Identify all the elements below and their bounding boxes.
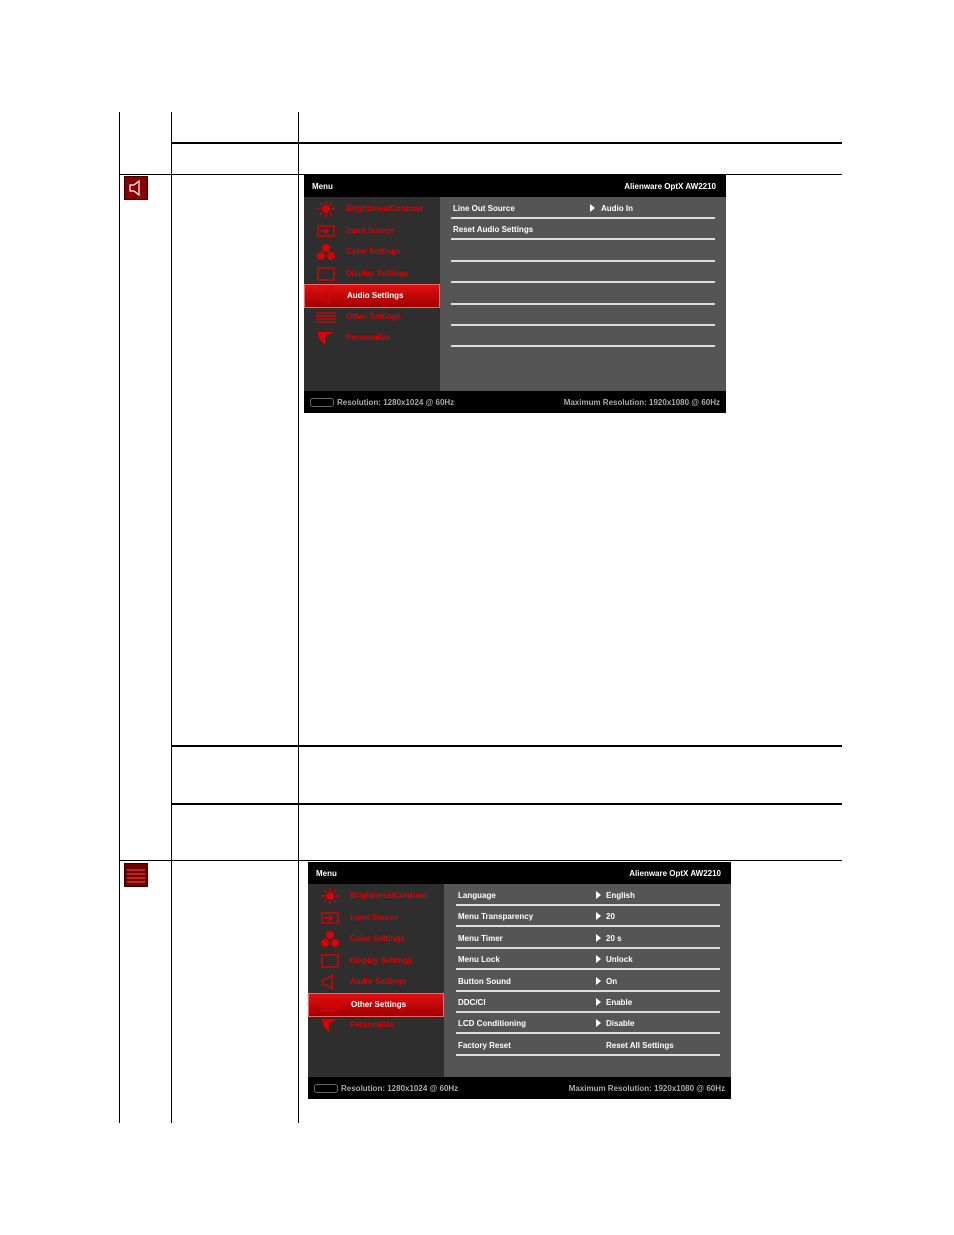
osd-max-resolution: Maximum Resolution: 1920x1080 @ 60Hz: [563, 398, 720, 407]
osd-main-menu: [304, 197, 440, 391]
osd-menu-item-display-settings[interactable]: [304, 263, 440, 285]
sun-icon: [320, 888, 340, 904]
table-row-divider: [119, 860, 842, 861]
osd-top-bar: [308, 862, 731, 884]
color-dots-icon: [320, 931, 340, 947]
osd-menu-item-other-settings[interactable]: [308, 993, 444, 1017]
osd-submenu-row[interactable]: [451, 219, 715, 240]
osd-row-value: Reset All Settings: [606, 1040, 674, 1050]
osd-menu-item-label: Audio Settings: [347, 291, 404, 300]
osd-resolution: Resolution: 1280x1024 @ 60Hz: [341, 1084, 459, 1093]
osd-submenu-row[interactable]: [456, 928, 720, 949]
osd-row-value: Disable: [606, 1019, 635, 1029]
osd-menu-item-label: Color Settings: [346, 247, 401, 256]
osd-row-label: DDC/CI: [458, 998, 486, 1007]
osd-other-settings: [308, 862, 731, 1099]
osd-row-value: 20: [606, 912, 615, 922]
osd-status-bar: [304, 391, 726, 413]
input-icon: [316, 223, 336, 239]
osd-max-resolution: Maximum Resolution: 1920x1080 @ 60Hz: [568, 1084, 725, 1093]
osd-row-value: 20 s: [606, 933, 622, 943]
osd-menu-item-brightness-contrast[interactable]: [304, 198, 440, 220]
osd-menu-item-label: Input Source: [350, 912, 399, 922]
osd-submenu: [444, 884, 731, 1077]
osd-row-label: Menu Lock: [458, 955, 500, 965]
table-column-divider-1: [171, 112, 172, 1123]
osd-model-name: Alienware OptX AW2210: [624, 182, 716, 191]
osd-model-name: Alienware OptX AW2210: [629, 869, 721, 878]
connector-icon: [314, 1084, 338, 1093]
osd-menu-item-label: Color Settings: [350, 934, 405, 943]
osd-submenu-row[interactable]: [456, 885, 720, 906]
osd-row-label: Line Out Source: [453, 204, 515, 213]
osd-menu-item-audio-settings[interactable]: [308, 971, 444, 993]
color-dots-icon: [316, 244, 336, 260]
osd-menu-item-personalize[interactable]: [304, 327, 440, 349]
osd-submenu-row[interactable]: [451, 262, 715, 283]
osd-submenu-row[interactable]: [456, 1013, 720, 1034]
osd-row-value: Unlock: [606, 955, 633, 965]
osd-menu-item-label: Other Settings: [351, 999, 407, 1009]
display-icon: [320, 953, 340, 969]
osd-top-bar: [304, 175, 726, 197]
osd-menu-item-label: Input Source: [346, 225, 395, 235]
caret-right-icon: [596, 912, 601, 920]
osd-menu-item-label: Display Settings: [346, 268, 409, 278]
osd-menu-item-audio-settings[interactable]: [304, 284, 440, 308]
osd-submenu-row[interactable]: [451, 305, 715, 326]
osd-submenu-row[interactable]: [456, 906, 720, 927]
osd-submenu-row[interactable]: [451, 198, 715, 219]
caret-right-icon: [596, 891, 601, 899]
caret-right-icon: [596, 977, 601, 985]
osd-menu-item-label: Brightness/Contrast: [346, 204, 423, 213]
osd-row-label: Button Sound: [458, 976, 511, 986]
osd-menu-item-label: Brightness/Contrast: [350, 891, 427, 900]
osd-main-menu: [308, 884, 444, 1077]
osd-menu-item-color-settings[interactable]: [304, 241, 440, 263]
display-icon: [316, 266, 336, 282]
osd-menu-item-label: Personalize: [350, 1020, 395, 1029]
speaker-icon: [125, 177, 147, 199]
osd-submenu-row[interactable]: [451, 241, 715, 262]
personalize-icon: [316, 330, 336, 346]
osd-menu-title: Menu: [316, 869, 337, 878]
osd-menu-item-label: Display Settings: [350, 955, 413, 965]
table-row-divider: [171, 803, 842, 805]
table-row-divider: [171, 142, 842, 144]
osd-row-label: LCD Conditioning: [458, 1019, 526, 1029]
osd-submenu-row[interactable]: [456, 949, 720, 970]
osd-menu-item-label: Audio Settings: [350, 977, 407, 986]
osd-submenu-row[interactable]: [456, 992, 720, 1013]
caret-right-icon: [596, 955, 601, 963]
osd-submenu-row[interactable]: [456, 971, 720, 992]
table-column-divider-2: [298, 112, 299, 1123]
osd-row-label: Factory Reset: [458, 1040, 511, 1050]
osd-submenu-row[interactable]: [451, 284, 715, 305]
osd-menu-item-other-settings[interactable]: [304, 306, 440, 328]
osd-row-label: Reset Audio Settings: [453, 225, 534, 235]
osd-menu-item-display-settings[interactable]: [308, 950, 444, 972]
osd-row-label: Menu Transparency: [458, 912, 534, 922]
caret-right-icon: [590, 204, 595, 212]
osd-menu-item-input-source[interactable]: [308, 907, 444, 929]
osd-submenu-row[interactable]: [456, 1035, 720, 1056]
osd-menu-item-label: Personalize: [346, 333, 391, 342]
osd-menu-item-input-source[interactable]: [304, 220, 440, 242]
osd-audio-settings: [304, 175, 726, 413]
caret-right-icon: [596, 998, 601, 1006]
osd-row-label: Language: [458, 891, 496, 900]
settings-lines-icon: [316, 309, 336, 325]
osd-menu-item-label: Other Settings: [346, 311, 402, 321]
input-icon: [320, 910, 340, 926]
table-border-left: [119, 112, 120, 1123]
speaker-icon: [320, 974, 340, 990]
osd-status-bar: [308, 1077, 731, 1099]
osd-submenu: [440, 197, 726, 391]
osd-menu-item-brightness-contrast[interactable]: [308, 885, 444, 907]
other-settings-row-icon: [124, 863, 148, 887]
audio-settings-row-icon: [124, 176, 148, 200]
personalize-icon: [320, 1017, 340, 1033]
osd-menu-item-color-settings[interactable]: [308, 928, 444, 950]
osd-resolution: Resolution: 1280x1024 @ 60Hz: [337, 398, 455, 407]
osd-row-value: On: [606, 976, 618, 986]
osd-submenu-row[interactable]: [451, 326, 715, 347]
osd-menu-title: Menu: [312, 182, 333, 191]
caret-right-icon: [596, 1019, 601, 1027]
osd-row-label: Menu Timer: [458, 933, 503, 943]
osd-menu-item-personalize[interactable]: [308, 1014, 444, 1036]
sun-icon: [316, 201, 336, 217]
settings-lines-icon: [321, 997, 341, 1013]
osd-row-value: Enable: [606, 998, 633, 1007]
caret-right-icon: [596, 934, 601, 942]
settings-lines-icon: [125, 864, 147, 886]
osd-row-value: Audio In: [601, 204, 633, 213]
osd-row-value: English: [606, 891, 635, 900]
connector-icon: [310, 398, 334, 407]
speaker-icon: [317, 288, 337, 304]
table-row-divider: [171, 745, 842, 747]
